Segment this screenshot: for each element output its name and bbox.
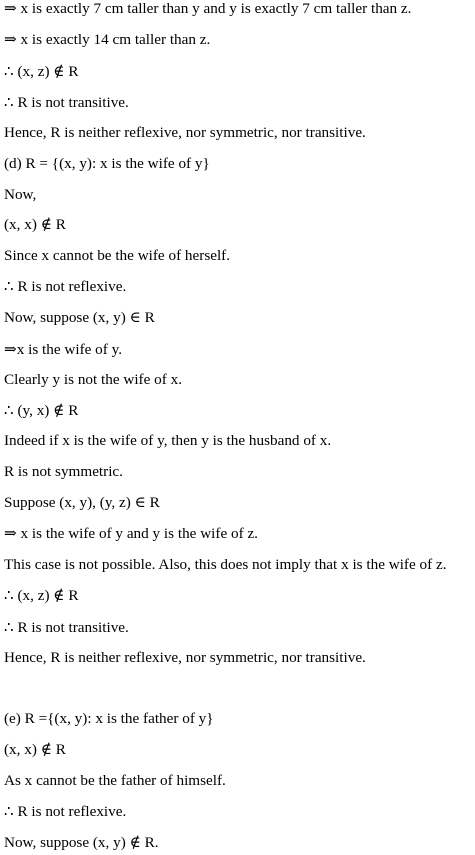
text-line: ∴ R is not reflexive. — [4, 803, 127, 820]
text-line: ∴ R is not transitive. — [4, 619, 129, 636]
text-line: ⇒ x is exactly 7 cm taller than y and y is exactly 7 cm taller than z. — [4, 0, 412, 17]
text-line: Indeed if x is the wife of y, then y is the husband of x. — [4, 432, 332, 449]
text-line: Now, — [4, 186, 37, 203]
text-line: ∴ R is not reflexive. — [4, 278, 127, 295]
text-line: Suppose (x, y), (y, z) ∈ R — [4, 494, 160, 511]
text-line: Now, suppose (x, y) ∈ R — [4, 309, 155, 326]
text-line: (x, x) ∉ R — [4, 216, 66, 233]
text-line: ⇒x is the wife of y. — [4, 341, 123, 358]
text-line: As x cannot be the father of himself. — [4, 772, 226, 789]
text-line: Hence, R is neither reflexive, nor symmetric, nor transitive. — [4, 124, 366, 141]
text-line: ⇒ x is the wife of y and y is the wife of z. — [4, 525, 258, 542]
text-line: ∴ (y, x) ∉ R — [4, 402, 79, 419]
text-line: (x, x) ∉ R — [4, 741, 66, 758]
text-line: R is not symmetric. — [4, 463, 123, 480]
text-line: Hence, R is neither reflexive, nor symmetric, nor transitive. — [4, 649, 366, 666]
text-line: (d) R = {(x, y): x is the wife of y} — [4, 155, 210, 172]
text-line: ∴ (x, z) ∉ R — [4, 587, 79, 604]
text-line: This case is not possible. Also, this does not imply that x is the wife of z. — [4, 556, 447, 573]
text-line: ∴ R is not transitive. — [4, 94, 129, 111]
text-line: Now, suppose (x, y) ∉ R. — [4, 834, 159, 851]
text-line: (e) R ={(x, y): x is the father of y} — [4, 710, 214, 727]
text-line: Since x cannot be the wife of herself. — [4, 247, 231, 264]
text-line: ⇒ x is exactly 14 cm taller than z. — [4, 31, 211, 48]
text-line: ∴ (x, z) ∉ R — [4, 63, 79, 80]
text-line: Clearly y is not the wife of x. — [4, 371, 182, 388]
